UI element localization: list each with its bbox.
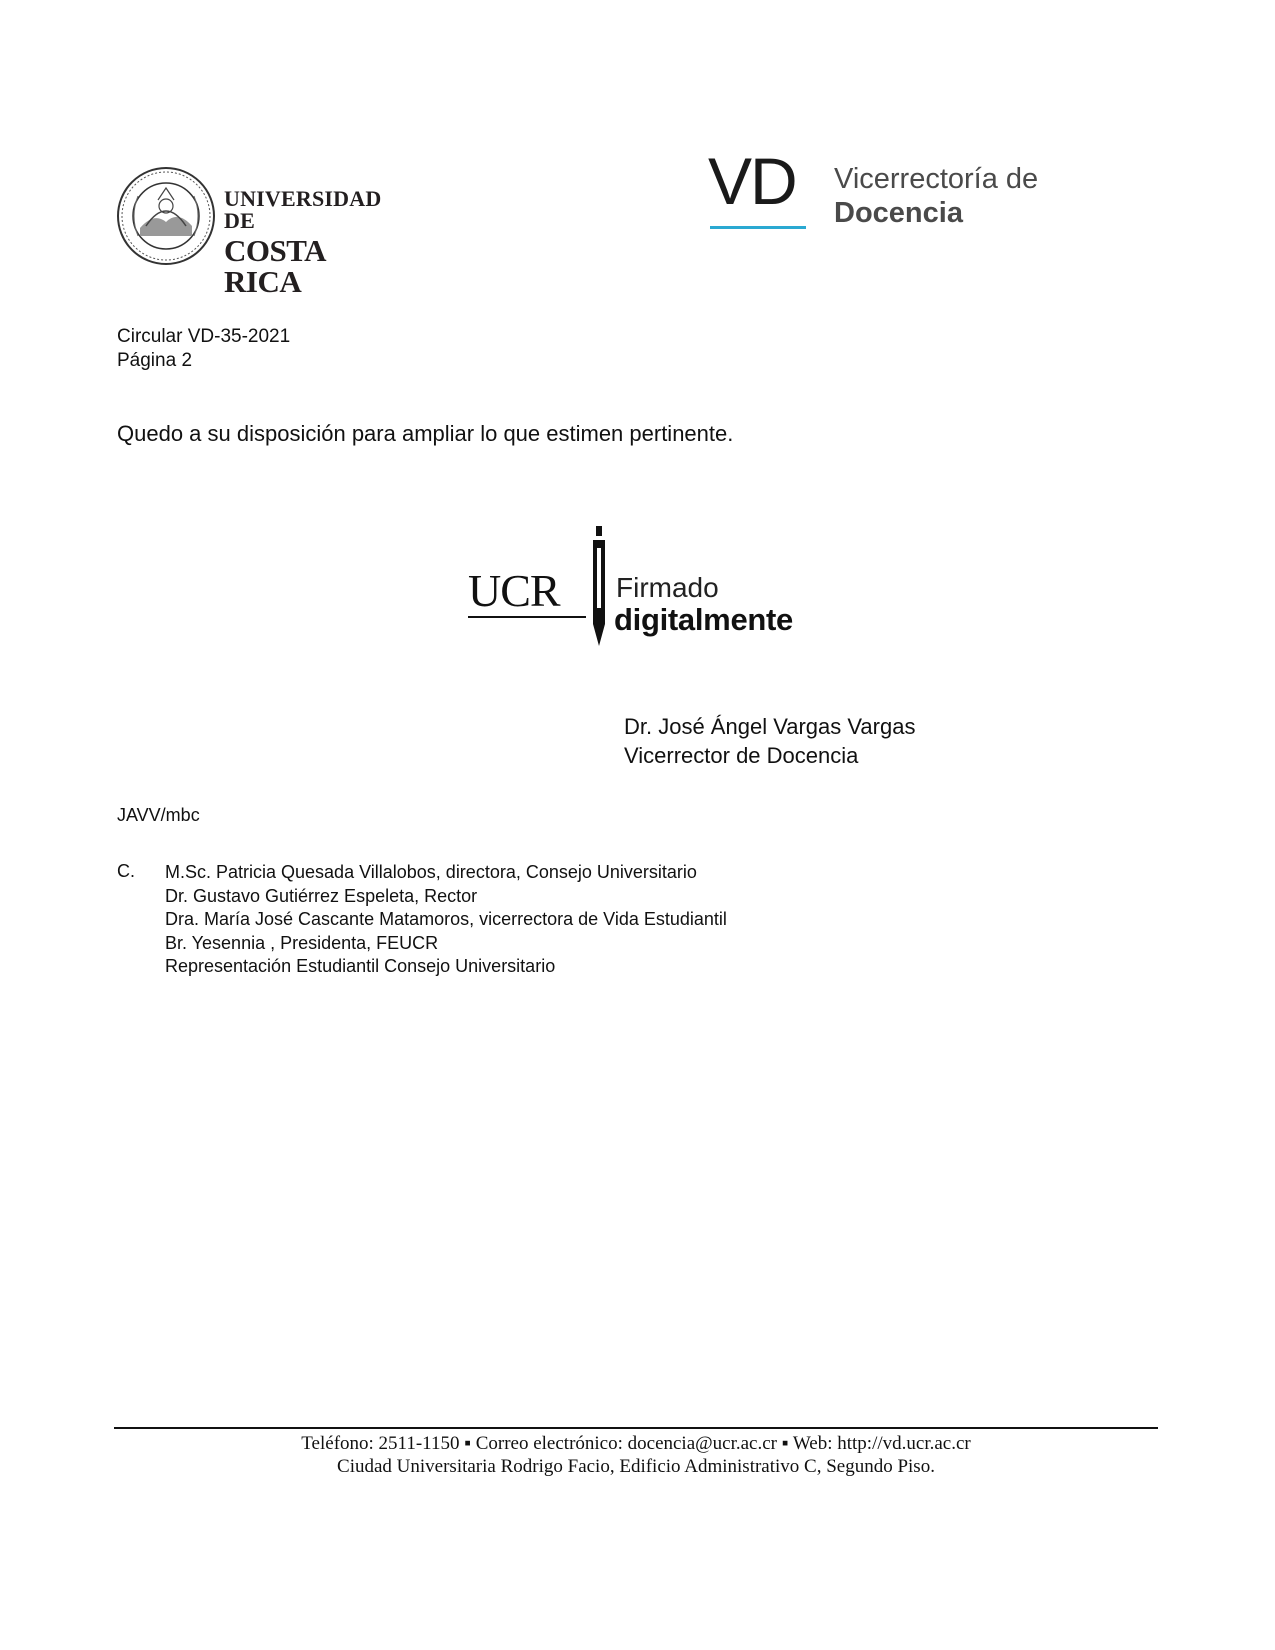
page-number: Página 2 bbox=[117, 350, 193, 371]
vd-logo-line1: Vicerrectoría de bbox=[834, 163, 1039, 195]
reference-initials: JAVV/mbc bbox=[117, 805, 200, 825]
stamp-org: UCR bbox=[468, 565, 560, 616]
circular-number: Circular VD-35-2021 bbox=[117, 326, 291, 347]
stamp-underline bbox=[468, 616, 586, 618]
cc-recipient: M.Sc. Patricia Quesada Villalobos, directora, Consejo Universitario bbox=[165, 862, 697, 882]
cc-recipient: Representación Estudiantil Consejo Universitario bbox=[165, 956, 556, 976]
stamp-line2: digitalmente bbox=[614, 602, 793, 637]
vd-logo bbox=[708, 144, 1068, 238]
vd-mark: VD bbox=[708, 144, 796, 218]
ucr-seal-icon bbox=[116, 166, 216, 266]
cc-recipient: Br. Yesennia , Presidenta, FEUCR bbox=[165, 932, 439, 953]
footer bbox=[114, 1432, 1158, 1478]
footer-address: Ciudad Universitaria Rodrigo Facio, Edificio Administrativo C, Segundo Piso. bbox=[337, 1456, 935, 1477]
stamp-line1: Firmado bbox=[616, 572, 719, 603]
vd-logo-line2: Docencia bbox=[834, 197, 963, 230]
digital-signature-stamp bbox=[468, 526, 848, 646]
ucr-wordmark-line1: UNIVERSIDAD DE bbox=[224, 186, 382, 233]
ucr-logo bbox=[116, 166, 406, 299]
signer-block bbox=[624, 712, 915, 770]
cc-recipient: Dr. Gustavo Gutiérrez Espeleta, Rector bbox=[165, 885, 478, 906]
document-meta bbox=[117, 325, 290, 373]
signer-title: Vicerrector de Docencia bbox=[624, 743, 859, 768]
ucr-wordmark-line2: COSTA RICA bbox=[224, 233, 325, 299]
pen-icon bbox=[592, 526, 608, 648]
cc-list bbox=[165, 861, 727, 979]
footer-divider bbox=[114, 1427, 1158, 1429]
body-paragraph: Quedo a su disposición para ampliar lo que estimen pertinente. bbox=[117, 421, 734, 446]
signer-name: Dr. José Ángel Vargas Vargas bbox=[624, 714, 916, 739]
footer-contact: Teléfono: 2511-1150 ▪ Correo electrónico: docencia@ucr.ac.cr ▪ Web: http://vd.ucr.ac.cr bbox=[301, 1433, 971, 1454]
cc-recipient: Dra. María José Cascante Matamoros, vicerrectora de Vida Estudiantil bbox=[165, 909, 727, 929]
vd-accent-bar bbox=[710, 226, 806, 229]
cc-label: C. bbox=[117, 861, 135, 881]
